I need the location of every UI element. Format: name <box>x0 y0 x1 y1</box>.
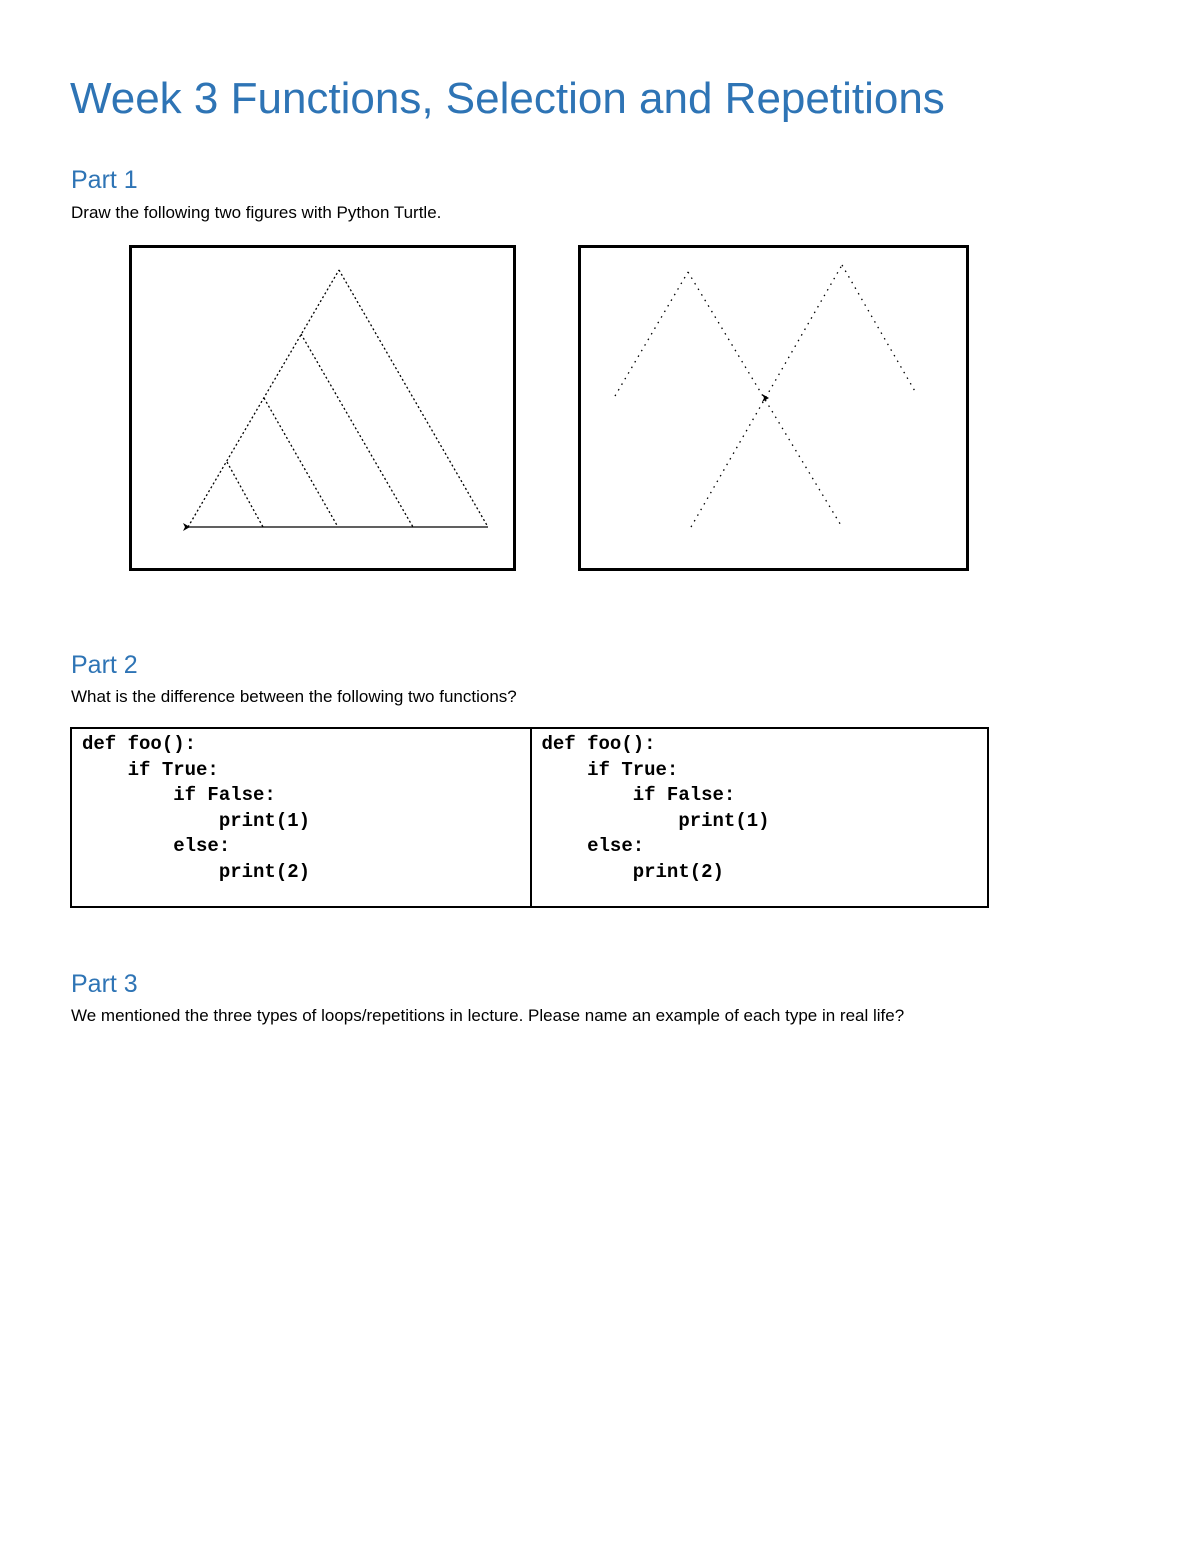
code-cell-left <box>72 729 530 906</box>
inner-edge-1 <box>301 334 413 527</box>
inner-edge-2 <box>264 398 338 527</box>
code-line: print(1) <box>541 809 770 832</box>
code-comparison-table <box>70 727 989 908</box>
code-line: if True: <box>82 758 219 781</box>
page-title: Week 3 Functions, Selection and Repetitions <box>70 74 945 123</box>
turtle-arrow-icon <box>183 523 190 531</box>
nested-triangles-drawing <box>132 248 513 568</box>
left-peak-left-edge <box>615 272 688 396</box>
part2-heading: Part 2 <box>71 651 138 679</box>
part3-heading: Part 3 <box>71 970 138 998</box>
code-line: else: <box>541 835 645 857</box>
code-line: def foo(): <box>82 733 197 755</box>
part1-heading: Part 1 <box>71 166 138 194</box>
crossing-lines-drawing <box>581 248 966 568</box>
code-line: else: <box>82 835 231 857</box>
code-line: print(2) <box>541 860 724 883</box>
inner-edge-3 <box>227 462 263 527</box>
code-line: if False: <box>82 784 276 806</box>
code-line: def foo(): <box>541 733 656 755</box>
code-line: if True: <box>541 758 679 781</box>
right-peak-left-edge <box>691 265 842 527</box>
part2-question: What is the difference between the following two functions? <box>71 687 517 706</box>
part1-instruction: Draw the following two figures with Python Turtle. <box>71 203 442 222</box>
code-line: if False: <box>541 784 736 806</box>
outer-right-edge <box>339 270 488 527</box>
part3-question: We mentioned the three types of loops/repetitions in lecture. Please name an example of each type in real life? <box>71 1006 905 1025</box>
code-line: print(1) <box>82 809 311 832</box>
code-line: print(2) <box>82 860 311 883</box>
right-peak-right-edge <box>842 265 916 393</box>
figure-nested-triangles <box>129 245 516 571</box>
code-cell-right <box>530 729 988 906</box>
figure-crossing-lines <box>578 245 969 571</box>
